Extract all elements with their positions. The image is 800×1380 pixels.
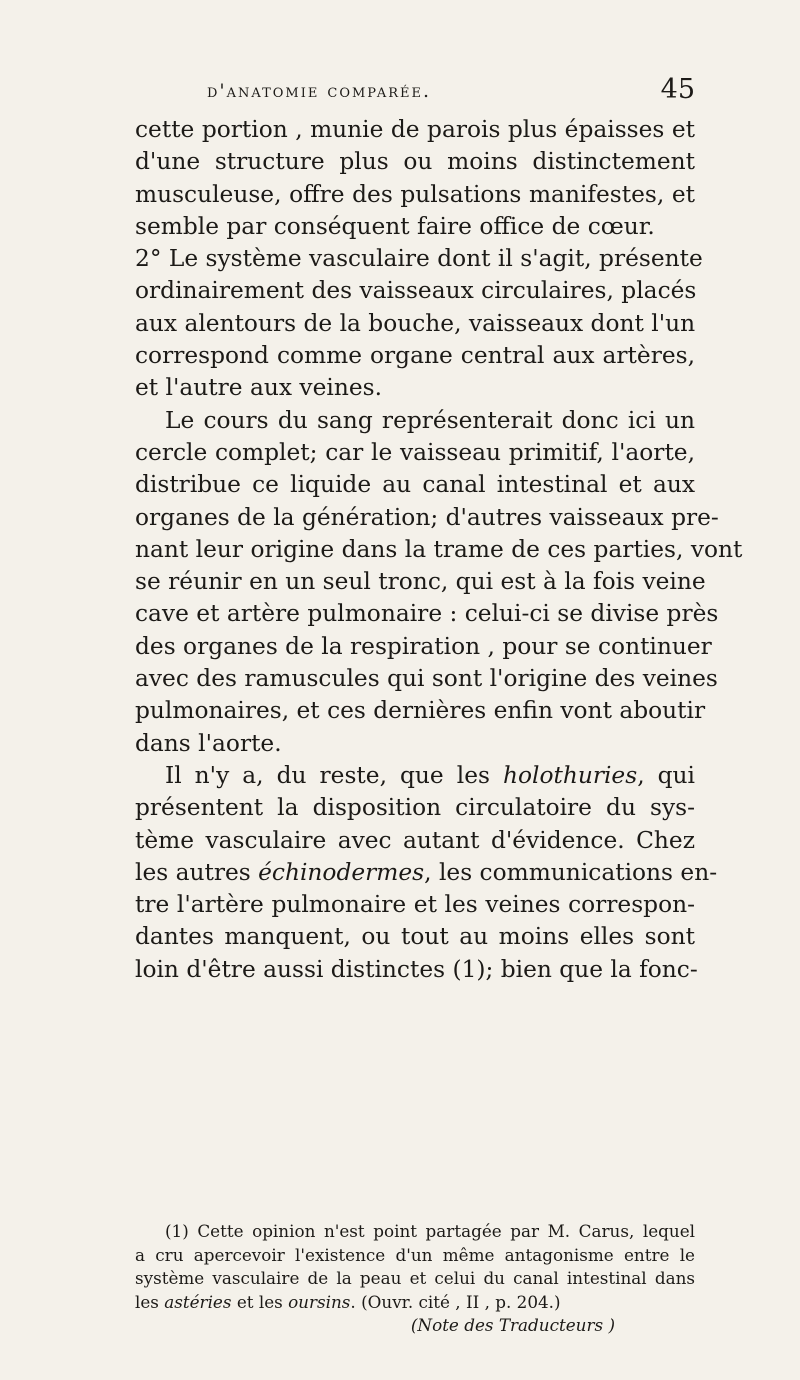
footnote-line: a cru apercevoir l'existence d'un même antagonisme entre le	[135, 1244, 695, 1265]
text-line: loin d'être aussi distinctes (1); bien que la fonc-	[135, 955, 698, 983]
text-line: organes de la génération; d'autres vaisseaux pre-	[135, 503, 719, 531]
text-line: cercle complet; car le vaisseau primitif, l'aorte,	[135, 438, 695, 466]
text-line: Le cours du sang représenterait donc ici un	[165, 406, 695, 434]
text-line: se réunir en un seul tronc, qui est à la fois veine	[135, 568, 706, 596]
footnote-line	[135, 1291, 695, 1315]
text-line: dantes manquent, ou tout au moins elles sont	[135, 923, 695, 951]
text-line: pulmonaires, et ces dernières enfin vont aboutir	[135, 697, 706, 725]
text-line	[135, 760, 695, 792]
text-line: semble par conséquent faire office de cœur.	[135, 212, 655, 240]
text-line: des organes de la respiration , pour se continuer	[135, 632, 712, 660]
text-run: Il n'y a, du reste, que les	[165, 761, 503, 789]
page-number: 45	[660, 74, 695, 105]
text-line: tème vasculaire avec autant d'évidence. Chez	[135, 826, 695, 854]
text-line: musculeuse, offre des pulsations manifestes, et	[135, 180, 695, 208]
footnote-line: système vasculaire de la peau et celui du canal intestinal dans	[135, 1268, 695, 1288]
italic-term: holothuries	[502, 761, 638, 789]
text-line: ordinairement des vaisseaux circulaires, placés	[135, 277, 697, 305]
text-line: 2° Le système vasculaire dont il s'agit, présente	[135, 245, 703, 273]
text-line: avec des ramuscules qui sont l'origine des veines	[135, 665, 718, 693]
text-line: d'une structure plus ou moins distinctement	[135, 148, 695, 176]
text-line: tre l'artère pulmonaire et les veines correspon-	[135, 891, 695, 919]
text-line: nant leur origine dans la trame de ces parties, vont	[135, 535, 743, 563]
text-line: distribue ce liquide au canal intestinal et aux	[135, 471, 695, 499]
footnote-signature: (Note des Traducteurs )	[410, 1315, 615, 1335]
text-run: , qui	[637, 761, 695, 789]
text-run: , les communications en-	[424, 858, 718, 886]
page-header	[135, 74, 695, 114]
text-line: dans l'aorte.	[135, 729, 282, 757]
text-line: et l'autre aux veines.	[135, 374, 382, 402]
text-line	[135, 857, 718, 889]
text-line: cave et artère pulmonaire : celui-ci se divise près	[135, 600, 719, 628]
text-line: aux alentours de la bouche, vaisseaux dont l'un	[135, 309, 696, 337]
body-text	[135, 114, 743, 986]
text-line: présentent la disposition circulatoire du sys-	[135, 794, 695, 822]
italic-term: astéries	[164, 1291, 232, 1312]
running-title: d'anatomie comparée.	[207, 80, 432, 102]
text-run: les	[135, 1291, 165, 1312]
italic-term: oursins	[288, 1291, 351, 1312]
text-line: correspond comme organe central aux artères,	[135, 342, 695, 370]
text-run: les autres	[135, 858, 259, 886]
text-run: et les	[231, 1291, 289, 1312]
italic-term: échinodermes	[258, 858, 425, 886]
text-run: . (Ouvr. cité , II , p. 204.)	[350, 1291, 561, 1312]
footnote-line: (1) Cette opinion n'est point partagée par M. Carus, lequel	[165, 1221, 695, 1241]
text-line: cette portion , munie de parois plus épaisses et	[135, 116, 695, 143]
footnote	[135, 1220, 695, 1338]
